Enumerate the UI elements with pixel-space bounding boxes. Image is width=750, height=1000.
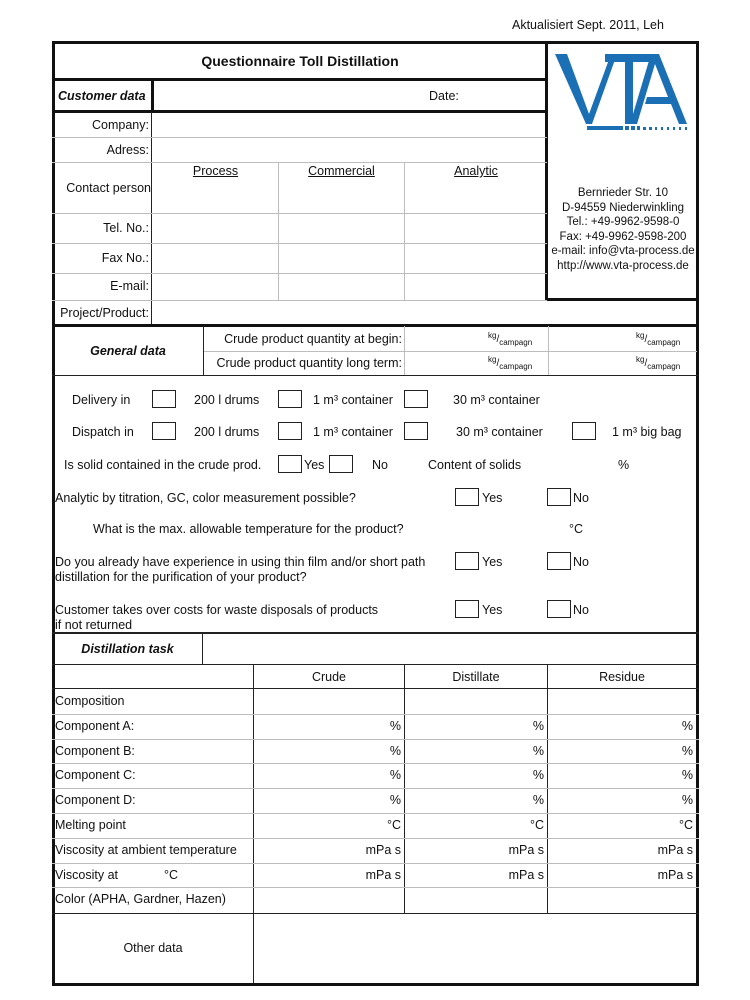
row-line	[52, 739, 699, 740]
fax-commercial-input[interactable]	[280, 245, 403, 272]
row-label: Color (APHA, Gardner, Hazen)	[55, 892, 226, 907]
contact-person-label: Contact person	[66, 181, 151, 195]
row-line	[52, 838, 699, 839]
row-line	[52, 162, 547, 163]
unit-denominator: campagn	[647, 362, 681, 371]
unit-label: %	[681, 793, 693, 808]
contact-column-divider	[404, 162, 405, 300]
experience-no-checkbox[interactable]	[547, 552, 571, 570]
contact-column-commercial: Commercial	[308, 164, 375, 178]
delivery-drums-checkbox[interactable]	[152, 390, 176, 408]
quantity-longterm-unit-1: $^{kg}/_{campagn}$	[488, 355, 533, 371]
crude-value-input[interactable]	[254, 690, 402, 713]
quantity-longterm-input-2[interactable]	[550, 353, 630, 374]
unit-label: %	[681, 718, 693, 733]
row-line	[52, 213, 547, 214]
unit-label: %	[389, 743, 401, 758]
solid-yes-label: Yes	[304, 458, 325, 472]
crude-value-input[interactable]	[254, 888, 402, 911]
dispatch-bigbag-label: 1 m³ big bag	[612, 425, 682, 439]
experience-yes-checkbox[interactable]	[455, 552, 479, 570]
dispatch-30m3-label: 30 m³ container	[456, 425, 543, 439]
tel-process-input[interactable]	[153, 215, 277, 242]
residue-value-input[interactable]	[548, 690, 694, 713]
experience-no-label: No	[573, 555, 589, 569]
page-title: Questionnaire Toll Distillation	[201, 53, 399, 69]
row-label: Component A:	[55, 718, 135, 733]
contact-commercial-input[interactable]	[280, 180, 403, 212]
unit-label: mPa s	[657, 867, 693, 882]
contact-column-process: Process	[192, 164, 239, 178]
logo-box-bottom-border	[545, 298, 697, 301]
project-product-label: Project/Product:	[60, 306, 149, 320]
company-label: Company:	[92, 118, 149, 132]
row-line	[52, 887, 699, 888]
fax-analytic-input[interactable]	[406, 245, 545, 272]
project-product-input[interactable]	[153, 302, 694, 324]
quantity-begin-input-2[interactable]	[550, 328, 630, 350]
unit-label: %	[532, 743, 544, 758]
distillate-value-input[interactable]	[405, 888, 545, 911]
unit-denominator: campagn	[499, 338, 533, 347]
solids-percent-unit: %	[618, 458, 630, 472]
unit-label: %	[389, 718, 401, 733]
delivery-30m3-checkbox[interactable]	[404, 390, 428, 408]
distillation-task-label: Distillation task	[81, 642, 174, 656]
analytic-question: Analytic by titration, GC, color measurement possible?	[55, 491, 356, 505]
tel-commercial-input[interactable]	[280, 215, 403, 242]
unit-denominator: campagn	[499, 362, 533, 371]
email-commercial-input[interactable]	[280, 275, 403, 299]
fax-process-input[interactable]	[153, 245, 277, 272]
customer-data-label: Customer data	[58, 89, 146, 103]
residue-value-input[interactable]	[548, 888, 694, 911]
unit-label: %	[681, 768, 693, 783]
general-data-top-border	[52, 324, 699, 327]
company-address-block	[548, 186, 698, 273]
unit-label: °C	[529, 818, 544, 832]
waste-yes-checkbox[interactable]	[455, 600, 479, 618]
email-analytic-input[interactable]	[406, 275, 545, 299]
solid-no-label: No	[372, 458, 388, 472]
row-line	[204, 351, 697, 352]
quantity-longterm-label: Crude product quantity long term:	[216, 356, 402, 370]
unit-label: °C	[386, 818, 401, 832]
experience-question-line1: Do you already have experience in using thin film and/or short path	[55, 555, 426, 569]
quantity-longterm-input-1[interactable]	[406, 353, 486, 374]
dispatch-30m3-checkbox[interactable]	[404, 422, 428, 440]
distillation-top-border	[52, 632, 699, 634]
waste-question-line1: Customer takes over costs for waste disposals of products	[55, 603, 379, 617]
experience-yes-label: Yes	[482, 555, 503, 569]
other-data-input[interactable]	[256, 916, 694, 981]
general-data-label: General data	[90, 344, 166, 358]
dispatch-bigbag-checkbox[interactable]	[572, 422, 596, 440]
max-temp-unit: °C	[569, 522, 584, 536]
address-city: D-94559 Niederwinkling	[561, 201, 685, 214]
contact-analytic-input[interactable]	[406, 180, 545, 212]
row-label: Viscosity at ambient temperature	[55, 842, 237, 857]
analytic-yes-label: Yes	[482, 491, 503, 505]
row-label: Component D:	[55, 793, 136, 808]
max-temp-input[interactable]	[470, 518, 565, 538]
delivery-30m3-label: 30 m³ container	[453, 393, 540, 407]
unit-label: mPa s	[365, 842, 401, 857]
dispatch-drums-checkbox[interactable]	[152, 422, 176, 440]
solids-content-label: Content of solids	[428, 458, 522, 472]
distillation-label-divider	[202, 633, 203, 664]
address-label: Adress:	[106, 143, 149, 157]
unit-label: °C	[678, 818, 693, 832]
dispatch-1m3-checkbox[interactable]	[278, 422, 302, 440]
solid-question: Is solid contained in the crude prod.	[64, 458, 262, 472]
waste-question-line2: if not returned	[55, 618, 133, 632]
row-label: Melting point	[55, 818, 126, 832]
dispatch-1m3-label: 1 m³ container	[313, 425, 393, 439]
email-label: E-mail:	[110, 279, 149, 293]
unit-numerator: kg	[636, 355, 645, 364]
unit-denominator: campagn	[647, 338, 681, 347]
solid-no-checkbox[interactable]	[329, 455, 353, 473]
unit-label: %	[389, 768, 401, 783]
address-street: Bernrieder Str. 10	[577, 187, 669, 199]
waste-no-label: No	[573, 603, 589, 617]
viscosity-temperature-input[interactable]	[128, 865, 162, 885]
solid-yes-checkbox[interactable]	[278, 455, 302, 473]
waste-yes-label: Yes	[482, 603, 503, 617]
quantity-begin-label: Crude product quantity at begin:	[224, 332, 402, 346]
column-header-crude: Crude	[311, 670, 347, 684]
contact-column-divider	[278, 162, 279, 300]
unit-label: mPa s	[508, 842, 544, 857]
waste-no-checkbox[interactable]	[547, 600, 571, 618]
contact-process-input[interactable]	[153, 180, 277, 212]
row-line	[52, 273, 547, 274]
row-line	[52, 863, 699, 864]
analytic-no-label: No	[573, 491, 589, 505]
analytic-yes-checkbox[interactable]	[455, 488, 479, 506]
tel-label: Tel. No.:	[103, 221, 149, 235]
column-header-distillate: Distillate	[452, 670, 500, 684]
unit-label: mPa s	[365, 867, 401, 882]
delivery-1m3-label: 1 m³ container	[313, 393, 393, 407]
solids-content-input[interactable]	[530, 454, 614, 474]
row-label: Viscosity at	[55, 867, 118, 882]
other-data-label: Other data	[123, 941, 183, 955]
customer-label-column-divider	[151, 112, 152, 324]
unit-label: mPa s	[508, 867, 544, 882]
distillation-header-separator	[52, 664, 699, 665]
delivery-label: Delivery in	[72, 393, 131, 407]
unit-label: %	[532, 718, 544, 733]
fax-label: Fax No.:	[101, 251, 149, 265]
unit-numerator: kg	[488, 355, 497, 364]
date-label: Date:	[429, 89, 459, 103]
quantity-longterm-unit-2: $^{kg}/_{campagn}$	[636, 355, 681, 371]
vta-logo	[553, 50, 693, 138]
row-line	[52, 300, 547, 301]
customer-label-divider	[151, 79, 154, 113]
tel-analytic-input[interactable]	[406, 215, 545, 242]
row-line	[52, 813, 699, 814]
row-line	[52, 714, 699, 715]
address-fax: Fax: +49-9962-9598-200	[559, 230, 687, 243]
company-input[interactable]	[153, 113, 545, 136]
analytic-no-checkbox[interactable]	[547, 488, 571, 506]
row-label-unit: °C	[164, 867, 179, 882]
unit-label: %	[389, 793, 401, 808]
unit-numerator: kg	[488, 331, 497, 340]
address-email[interactable]: e-mail: info@vta-process.de	[551, 245, 695, 257]
unit-label: %	[681, 743, 693, 758]
address-tel: Tel.: +49-9962-9598-0	[566, 216, 680, 228]
frame-bottom-border	[52, 983, 699, 986]
title-separator	[52, 78, 547, 81]
dispatch-drums-label: 200 l drums	[194, 425, 260, 439]
row-line	[52, 688, 699, 689]
address-input[interactable]	[153, 138, 545, 161]
other-data-separator	[52, 913, 699, 914]
row-line	[52, 243, 547, 244]
unit-label: mPa s	[657, 842, 693, 857]
dispatch-label: Dispatch in	[72, 425, 134, 439]
delivery-drums-label: 200 l drums	[194, 393, 260, 407]
row-line	[52, 788, 699, 789]
updated-note: Aktualisiert Sept. 2011, Leh	[512, 18, 664, 32]
distillate-value-input[interactable]	[405, 690, 545, 713]
delivery-1m3-checkbox[interactable]	[278, 390, 302, 408]
email-process-input[interactable]	[153, 275, 277, 299]
row-label: Component C:	[55, 768, 136, 783]
max-temp-question: What is the max. allowable temperature for the product?	[93, 522, 404, 536]
quantity-begin-unit-1: $^{kg}/_{campagn}$	[488, 331, 533, 347]
frame-right-border	[696, 41, 699, 986]
row-label: Composition	[55, 694, 125, 708]
unit-label: %	[532, 793, 544, 808]
distillation-task-input[interactable]	[205, 635, 695, 662]
row-label: Component B:	[55, 743, 135, 758]
contact-column-analytic: Analytic	[454, 164, 498, 178]
quantity-begin-unit-2: $^{kg}/_{campagn}$	[636, 331, 681, 347]
unit-numerator: kg	[636, 331, 645, 340]
column-header-residue: Residue	[599, 670, 645, 684]
address-website[interactable]: http://www.vta-process.de	[557, 259, 689, 272]
experience-question-line2: distillation for the purification of your product?	[55, 570, 307, 584]
unit-label: %	[532, 768, 544, 783]
frame-top-border	[52, 41, 699, 44]
general-data-bottom-border	[52, 375, 699, 376]
row-line	[52, 763, 699, 764]
date-input[interactable]	[470, 82, 544, 108]
